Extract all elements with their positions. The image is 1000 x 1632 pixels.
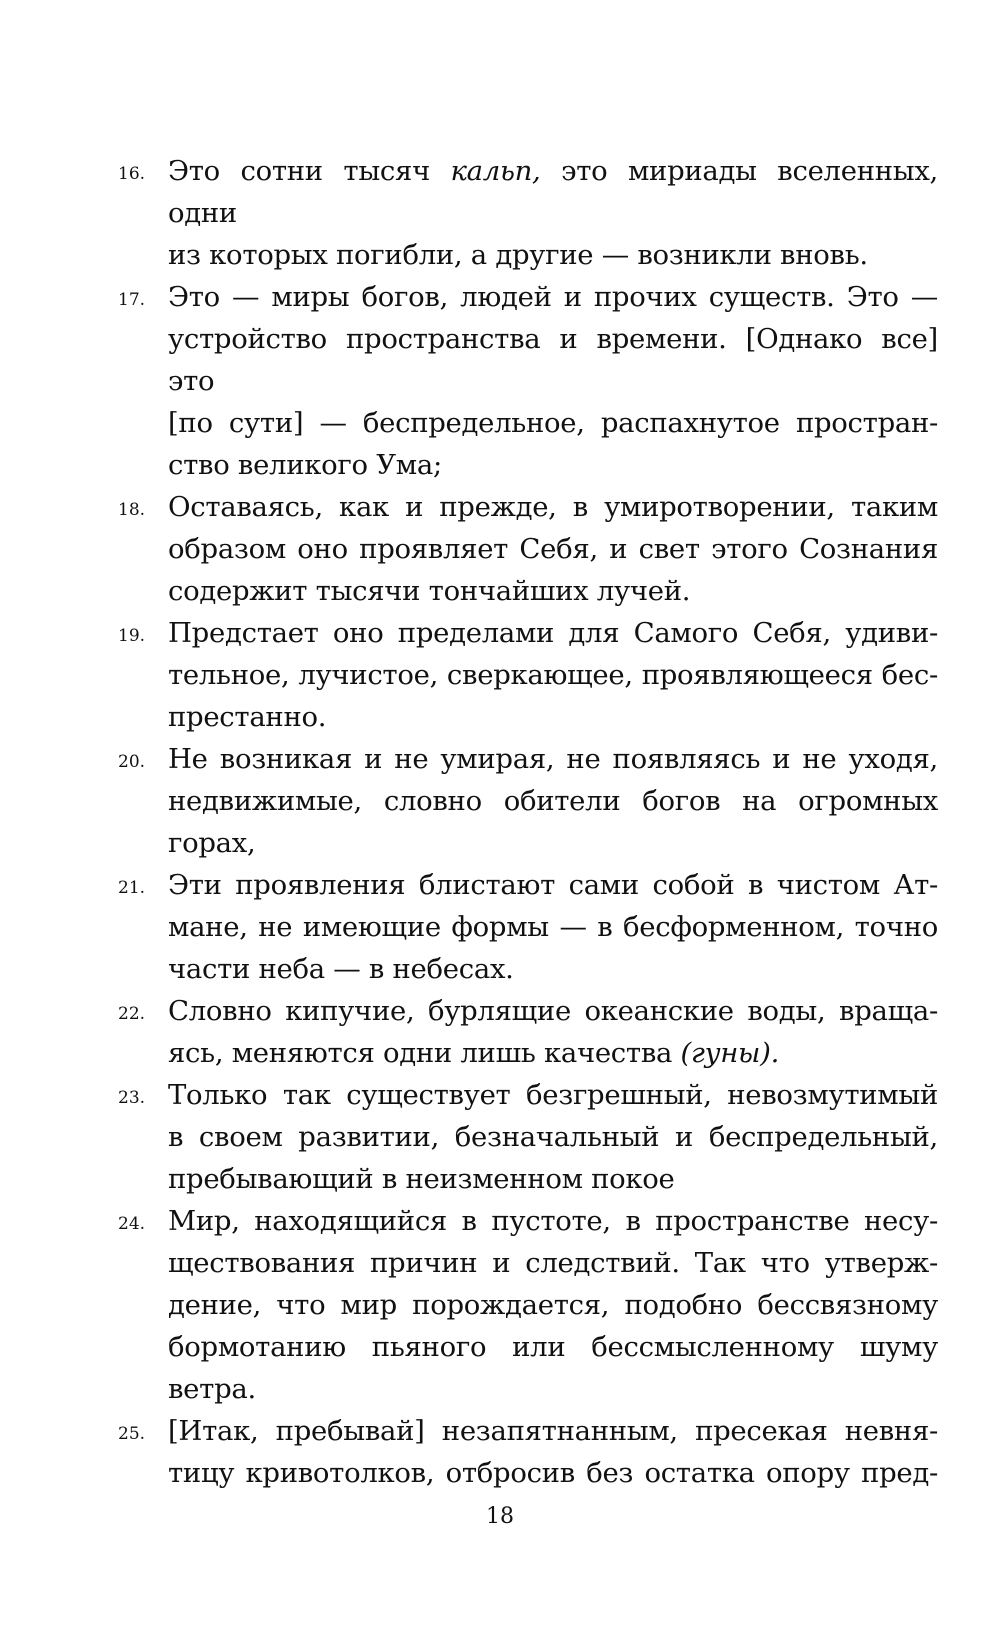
verse-text bbox=[168, 486, 938, 612]
verse-line bbox=[168, 1284, 938, 1326]
verse-line bbox=[168, 402, 938, 444]
text-segment: устройство пространства и времени. [Однако все] это bbox=[168, 323, 938, 397]
verse-line bbox=[168, 1032, 938, 1074]
verse-line bbox=[168, 1410, 938, 1452]
verse-line bbox=[168, 234, 938, 276]
text-segment: пребывающий в неизменном покое bbox=[168, 1163, 675, 1195]
verse-line bbox=[168, 990, 938, 1032]
verse-line bbox=[168, 1074, 938, 1116]
text-segment: ветра. bbox=[168, 1373, 256, 1405]
verse-line bbox=[168, 276, 938, 318]
verse-number: 16. bbox=[118, 164, 146, 184]
verse-line bbox=[168, 906, 938, 948]
verse bbox=[118, 864, 938, 990]
verse bbox=[118, 612, 938, 738]
verse-number: 17. bbox=[118, 290, 146, 310]
italic-term: кальп, bbox=[450, 155, 541, 187]
verse bbox=[118, 1074, 938, 1200]
verse-text bbox=[168, 864, 938, 990]
verse-line bbox=[168, 696, 938, 738]
text-segment: мане, не имеющие формы — в бесформенном, точно bbox=[168, 911, 938, 943]
verse-line bbox=[168, 528, 938, 570]
text-segment: тицу кривотолков, отбросив без остатка опору пред- bbox=[168, 1457, 938, 1489]
verse-number: 23. bbox=[118, 1088, 146, 1108]
text-segment: Мир, находящийся в пустоте, в пространстве несу- bbox=[168, 1205, 938, 1237]
text-segment: части неба — в небесах. bbox=[168, 953, 514, 985]
text-segment: в своем развитии, безначальный и беспредельный, bbox=[168, 1121, 938, 1153]
verse bbox=[118, 486, 938, 612]
verse-line bbox=[168, 1326, 938, 1368]
text-segment: [Итак, пребывай] незапятнанным, пресекая невня- bbox=[168, 1415, 938, 1447]
text-segment: ство великого Ума; bbox=[168, 449, 442, 481]
verse-line bbox=[168, 738, 938, 780]
italic-term: (гуны). bbox=[680, 1037, 780, 1069]
verse-line bbox=[168, 654, 938, 696]
verse-line bbox=[168, 318, 938, 402]
verse-line bbox=[168, 150, 938, 234]
verse-text bbox=[168, 1200, 938, 1410]
verse-text bbox=[168, 1410, 938, 1494]
text-segment: ясь, меняются одни лишь качества bbox=[168, 1037, 681, 1069]
verse-line bbox=[168, 864, 938, 906]
verse-text bbox=[168, 612, 938, 738]
verse-line bbox=[168, 822, 938, 864]
verse-text bbox=[168, 990, 938, 1074]
verse bbox=[118, 276, 938, 486]
verse-line bbox=[168, 444, 938, 486]
verse-line bbox=[168, 612, 938, 654]
verse bbox=[118, 1410, 938, 1494]
text-segment: это мириады вселенных, одни bbox=[168, 155, 938, 229]
verse-number: 21. bbox=[118, 878, 146, 898]
verse-line bbox=[168, 948, 938, 990]
verse bbox=[118, 150, 938, 276]
text-segment: Только так существует безгрешный, невозмутимый bbox=[168, 1079, 938, 1111]
verse-number: 22. bbox=[118, 1004, 146, 1024]
verse-number: 20. bbox=[118, 752, 146, 772]
text-segment: Словно кипучие, бурлящие океанские воды, враща- bbox=[168, 995, 938, 1027]
verse-number: 18. bbox=[118, 500, 146, 520]
verse bbox=[118, 738, 938, 864]
text-segment: Эти проявления блистают сами собой в чистом Ат- bbox=[168, 869, 938, 901]
verse-line bbox=[168, 570, 938, 612]
verse-line bbox=[168, 1452, 938, 1494]
verse-line bbox=[168, 1200, 938, 1242]
verse-line bbox=[168, 1368, 938, 1410]
verse-text bbox=[168, 1074, 938, 1200]
verse-line bbox=[168, 486, 938, 528]
page-number: 18 bbox=[486, 1504, 514, 1529]
verse-text bbox=[168, 276, 938, 486]
text-segment: бормотанию пьяного или бессмысленному шуму bbox=[168, 1331, 938, 1363]
text-segment: образом оно проявляет Себя, и свет этого Сознания bbox=[168, 533, 938, 565]
verse-number: 24. bbox=[118, 1214, 146, 1234]
verse-number: 25. bbox=[118, 1424, 146, 1444]
text-segment: [по сути] — беспредельное, распахнутое простран- bbox=[168, 407, 938, 439]
verse-text bbox=[168, 738, 938, 864]
text-segment: горах, bbox=[168, 827, 256, 859]
verse-list bbox=[118, 150, 938, 1494]
text-segment: ществования причин и следствий. Так что утверж- bbox=[168, 1247, 938, 1279]
text-segment: Это сотни тысяч bbox=[168, 155, 451, 187]
text-segment: Это — миры богов, людей и прочих существ. Это — bbox=[168, 281, 938, 313]
text-segment: Предстает оно пределами для Самого Себя, удиви- bbox=[168, 617, 938, 649]
verse-line bbox=[168, 780, 938, 822]
text-segment: престанно. bbox=[168, 701, 327, 733]
verse-line bbox=[168, 1158, 938, 1200]
verse bbox=[118, 990, 938, 1074]
text-segment: дение, что мир порождается, подобно бессвязному bbox=[168, 1289, 938, 1321]
text-segment: из которых погибли, а другие — возникли вновь. bbox=[168, 239, 868, 271]
text-segment: содержит тысячи тончайших лучей. bbox=[168, 575, 691, 607]
text-segment: Оставаясь, как и прежде, в умиротворении, таким bbox=[168, 491, 938, 523]
verse-number: 19. bbox=[118, 626, 146, 646]
verse-line bbox=[168, 1116, 938, 1158]
verse-text bbox=[168, 150, 938, 276]
verse-line bbox=[168, 1242, 938, 1284]
text-segment: тельное, лучистое, сверкающее, проявляющееся бес- bbox=[168, 659, 938, 691]
text-segment: недвижимые, словно обители богов на огромных bbox=[168, 785, 938, 817]
text-segment: Не возникая и не умирая, не появляясь и не уходя, bbox=[168, 743, 938, 775]
verse bbox=[118, 1200, 938, 1410]
